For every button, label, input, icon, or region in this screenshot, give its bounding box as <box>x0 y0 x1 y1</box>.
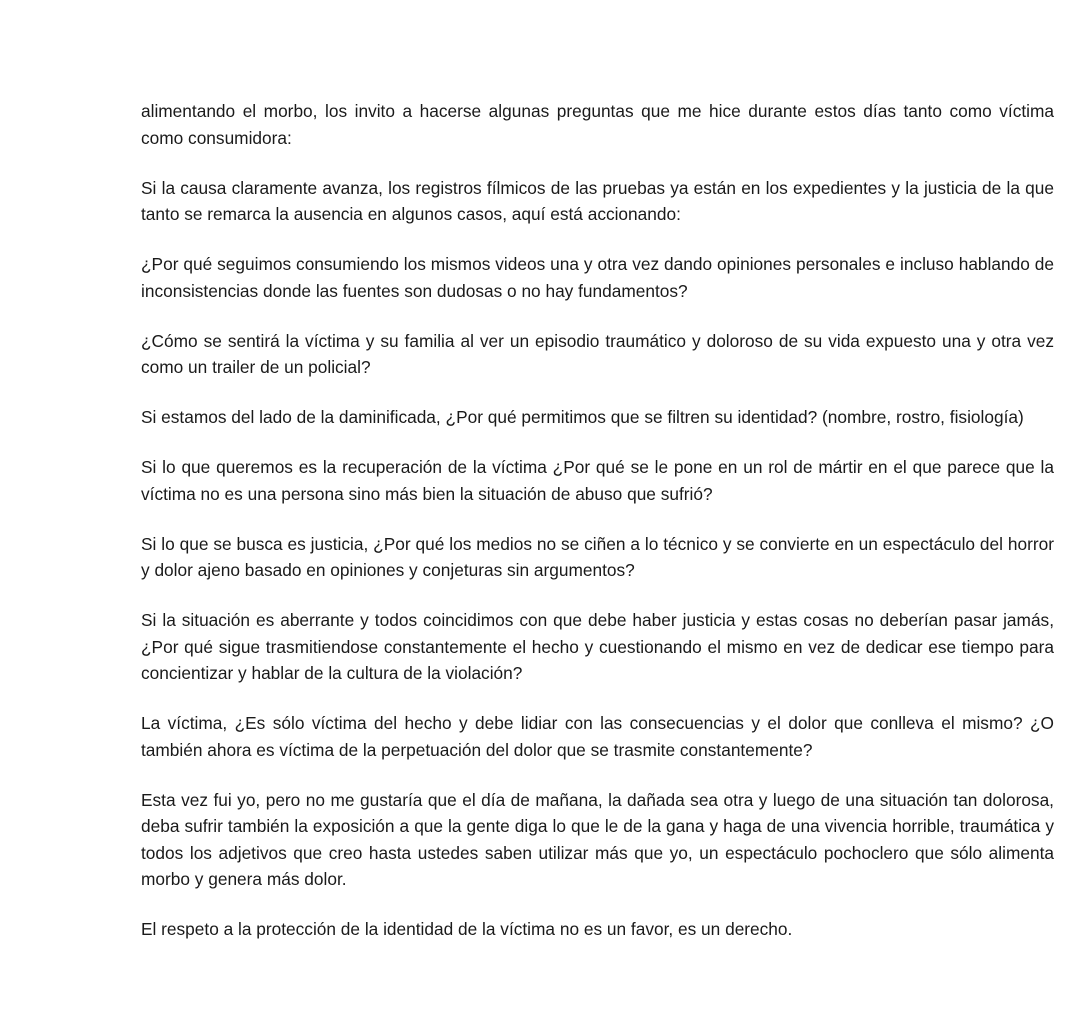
paragraph-personal: Esta vez fui yo, pero no me gustaría que el día de mañana, la dañada sea otra y luego de una situación tan dolorosa, deba sufrir también la exposición a que la gente diga lo que le de la gana y haga de una vivencia horrible, traumática y todos los adjetivos que creo hasta ustedes saben utilizar más que yo, un espectáculo pochoclero que sólo alimenta morbo y genera más dolor. <box>141 789 1054 889</box>
paragraph-question-culture: Si la situación es aberrante y todos coincidimos con que debe haber justicia y estas cosas no deberían pasar jamás, ¿Por qué sigue trasmitiendose constantemente el hecho y cuestionando el mismo en vez de dedicar ese tiempo para concientizar y hablar de la cultura de la violación? <box>141 610 1054 683</box>
paragraph-question-victim: La víctima, ¿Es sólo víctima del hecho y debe lidiar con las consecuencias y el dolor que conlleva el mismo? ¿O también ahora es víctima de la perpetuación del dolor que se trasmite constantemente? <box>141 713 1054 760</box>
paragraph-question-media: Si lo que se busca es justicia, ¿Por qué los medios no se ciñen a lo técnico y se convierte en un espectáculo del horror y dolor ajeno basado en opiniones y conjeturas sin argumentos? <box>141 533 1054 580</box>
paragraph-context: Si la causa claramente avanza, los registros fílmicos de las pruebas ya están en los expedientes y la justicia de la que tanto se remarca la ausencia en algunos casos, aquí está accionando: <box>141 177 1054 224</box>
paragraph-question-videos: ¿Por qué seguimos consumiendo los mismos videos una y otra vez dando opiniones personales e incluso hablando de inconsistencias donde las fuentes son dudosas o no hay fundamentos? <box>141 254 1054 301</box>
paragraph-question-identity: Si estamos del lado de la daminificada, ¿Por qué permitimos que se filtren su identidad? (nombre, rostro, fisiología) <box>141 407 1024 427</box>
paragraph-intro: alimentando el morbo, los invito a hacerse algunas preguntas que me hice durante estos días tanto como víctima como consumidora: <box>141 101 1054 148</box>
paragraph-question-feelings: ¿Cómo se sentirá la víctima y su familia al ver un episodio traumático y doloroso de su vida expuesto una y otra vez como un trailer de un policial? <box>141 330 1054 377</box>
paragraph-conclusion: El respeto a la protección de la identidad de la víctima no es un favor, es un derecho. <box>141 919 793 939</box>
paragraph-question-martyr: Si lo que queremos es la recuperación de la víctima ¿Por qué se le pone en un rol de mártir en el que parece que la víctima no es una persona sino más bien la situación de abuso que sufrió? <box>141 457 1054 504</box>
document-page <box>141 98 1054 966</box>
